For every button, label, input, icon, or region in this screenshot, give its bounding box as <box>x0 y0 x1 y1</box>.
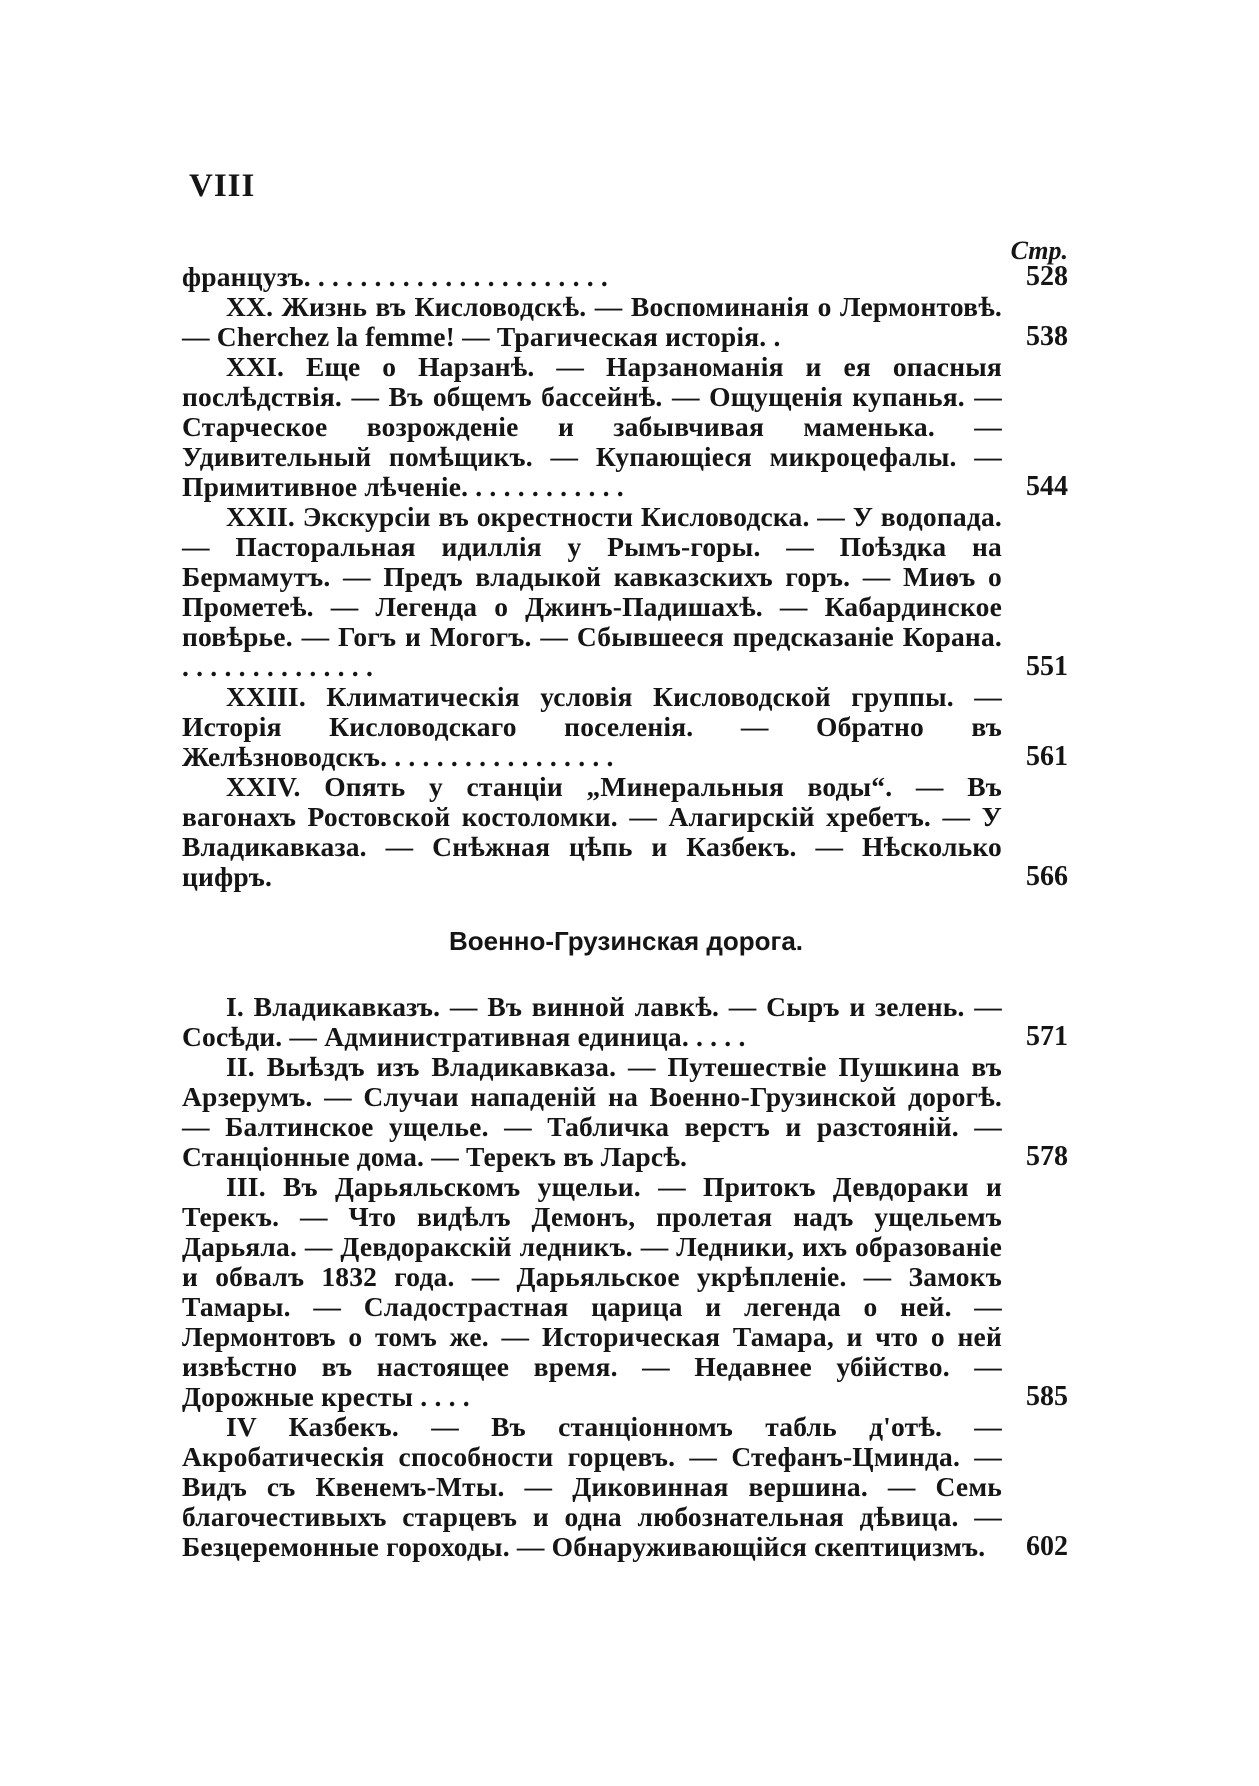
toc-entry-page: 528 <box>1026 261 1068 292</box>
toc-entry-page: 551 <box>1026 651 1068 682</box>
toc-section-2 <box>182 992 1068 1562</box>
toc-entry-text: II. Выѣздъ изъ Владикавказа. — Путешествіе Пушкина въ Арзерумъ. — Случаи нападеній на Военно-Грузинской дорогѣ. — Балтинское ущелье. — Табличка верстъ и разстояній. — Станціонные дома. — Терекъ въ Ларсѣ. <box>182 1051 1002 1172</box>
toc-entry <box>182 1052 1068 1172</box>
toc-entry-text: XXIV. Опять у станціи „Минеральныя воды“. — Въ вагонахъ Ростовской костоломки. — Алагирскій хребетъ. — У Владикавказа. — Снѣжная цѣпь и Казбекъ. — Нѣсколько цифръ. <box>182 771 1002 892</box>
toc-entry <box>182 262 1068 292</box>
toc-entry-text: I. Владикавказъ. — Въ винной лавкѣ. — Сыръ и зелень. — Сосѣди. — Административная единица. . . . . <box>182 991 1002 1052</box>
toc-entry <box>182 292 1068 352</box>
toc-entry <box>182 772 1068 892</box>
toc-entry-text: французъ. . . . . . . . . . . . . . . . . . . . . . <box>182 261 608 292</box>
toc-entry-text: XX. Жизнь въ Кисловодскѣ. — Воспоминанія о Лермонтовѣ. — Cherchez la femme! — Трагическая исторія. . <box>182 291 1002 352</box>
toc-entry-text: XXI. Еще о Нарзанѣ. — Нарзаноманія и ея опасныя послѣдствія. — Въ общемъ бассейнѣ. — Ощущенія купанья. — Старческое возрожденіе и забывчивая маменька. — Удивительный помѣщикъ. — Купающіеся микроцефалы. — Примитивное лѣченіе. . . . . . . . . . . . <box>182 351 1002 502</box>
toc-entry-text: III. Въ Дарьяльскомъ ущельи. — Притокъ Девдораки и Терекъ. — Что видѣлъ Демонъ, пролетая надъ ущельемъ Дарьяла. — Девдоракскій ледникъ. — Ледники, ихъ образованіе и обвалъ 1832 года. — Дарьяльское укрѣпленіе. — Замокъ Тамары. — Сладострастная царица и легенда о ней. — Лермонтовъ о томъ же. — Историческая Тамара, и что о ней извѣстно въ настоящее время. — Недавнее убійство. — Дорожные кресты . . . . <box>182 1171 1002 1412</box>
toc-entry-page: 602 <box>1026 1531 1068 1562</box>
page-number: VIII <box>189 168 256 204</box>
toc-entry-text: XXIII. Климатическія условія Кисловодской группы. — Исторія Кисловодскаго поселенія. — Обратно въ Желѣзноводскъ. . . . . . . . . . . . . . . . . <box>182 681 1002 772</box>
toc-entry <box>182 1412 1068 1562</box>
toc-entry <box>182 352 1068 502</box>
toc-entry-page: 561 <box>1026 741 1068 772</box>
toc-entry-text: XXII. Экскурсіи въ окрестности Кисловодска. — У водопада. — Пасторальная идиллія у Рымъ-горы. — Поѣздка на Бермамутъ. — Предъ владыкой кавказскихъ горъ. — Миѳъ о Прометеѣ. — Легенда о Джинъ-Падишахѣ. — Кабардинское повѣрье. — Гогъ и Могогъ. — Сбывшееся предсказаніе Корана. . . . . . . . . . . . . . . <box>182 501 1002 682</box>
toc-section-1 <box>182 262 1068 892</box>
toc-entry <box>182 992 1068 1052</box>
toc-entry-page: 566 <box>1026 861 1068 892</box>
toc-entry-page: 571 <box>1026 1021 1068 1052</box>
toc-entry <box>182 682 1068 772</box>
toc-entry-page: 585 <box>1026 1381 1068 1412</box>
section-title: Военно-Грузинская дорога. <box>448 926 804 956</box>
toc-entry-page: 578 <box>1026 1141 1068 1172</box>
page-column-heading: Стр. <box>1010 236 1068 265</box>
toc-entry-page: 538 <box>1026 321 1068 352</box>
toc-entry-text: IV Казбекъ. — Въ станціонномъ табль д'отѣ. — Акробатическія способности горцевъ. — Стефанъ-Цминда. — Видъ съ Квенемъ-Мты. — Диковинная вершина. — Семь благочестивыхъ старцевъ и одна любознательная дѣвица. — Безцеремонные гороходы. — Обнаруживающійся скептицизмъ. <box>182 1411 1002 1562</box>
toc-entry <box>182 1172 1068 1412</box>
toc-entry <box>182 502 1068 682</box>
toc-entry-page: 544 <box>1026 471 1068 502</box>
